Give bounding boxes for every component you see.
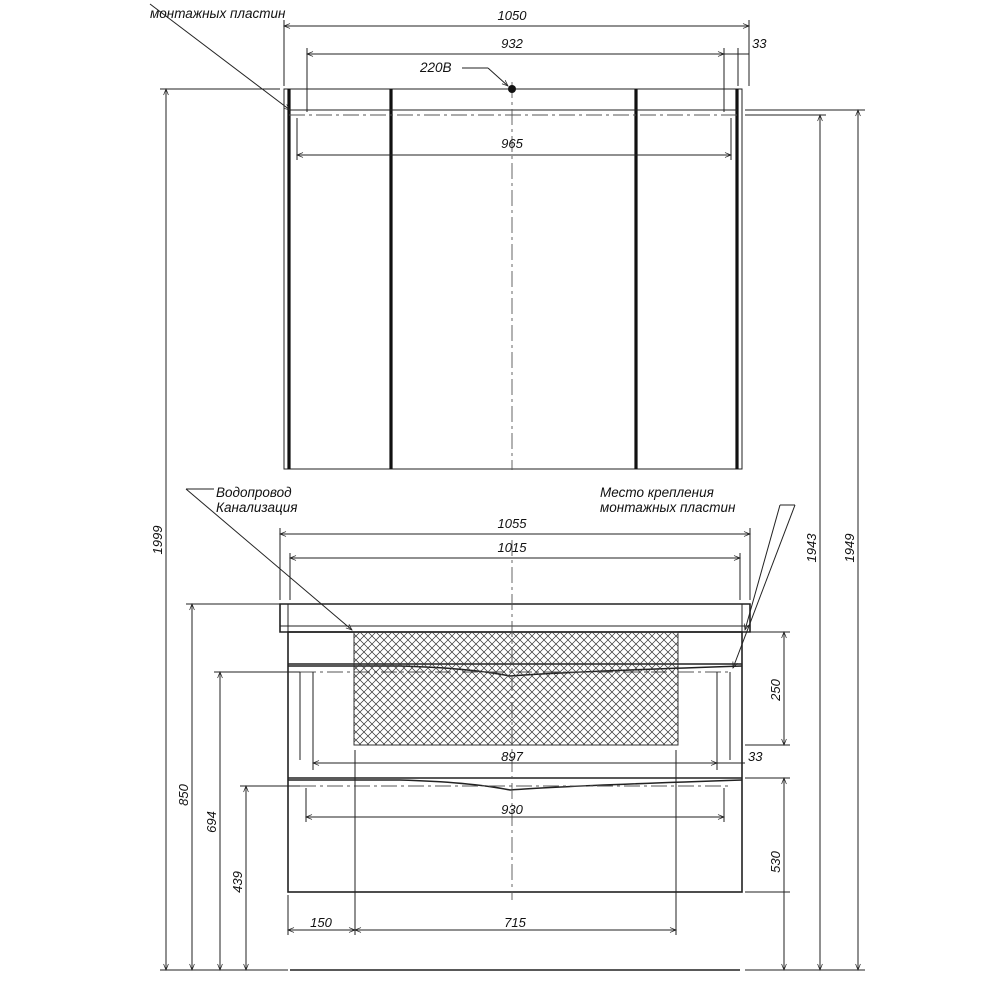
water-label: Водопровод <box>216 485 292 500</box>
dim-965: 965 <box>501 136 523 151</box>
power-callout <box>419 60 508 86</box>
dim-439: 439 <box>230 871 245 893</box>
plumbing-zone-hatch <box>354 632 678 745</box>
dim-850: 850 <box>176 784 191 806</box>
dim-1949: 1949 <box>842 533 857 563</box>
dim-33-drawer: 33 <box>748 749 763 764</box>
mirror-dimensions <box>284 8 767 160</box>
dim-715: 715 <box>504 915 526 930</box>
mount-place-label-2: монтажных пластин <box>600 500 736 515</box>
power-outlet-dot <box>508 85 516 93</box>
dim-1055: 1055 <box>497 516 527 531</box>
power-label: 220В <box>420 60 452 75</box>
dim-932: 932 <box>501 36 523 51</box>
dim-530: 530 <box>768 851 783 873</box>
dim-1050: 1050 <box>497 8 527 23</box>
dim-694: 694 <box>204 811 219 833</box>
dim-1999: 1999 <box>150 525 165 555</box>
dim-1943: 1943 <box>804 533 819 563</box>
dim-33-top: 33 <box>752 36 767 51</box>
dim-930: 930 <box>501 802 523 817</box>
sink-countertop <box>280 604 750 632</box>
mount-place-label-1: Место крепления <box>600 485 714 500</box>
sewer-label: Канализация <box>216 500 298 515</box>
mounting-top-callout <box>150 4 290 110</box>
dim-250: 250 <box>768 679 783 701</box>
dim-150: 150 <box>310 915 332 930</box>
dim-1015: 1015 <box>497 540 527 555</box>
dim-897: 897 <box>501 749 523 764</box>
mounting-top-label: монтажных пластин <box>150 6 286 21</box>
drawer-2-handle <box>288 780 742 790</box>
